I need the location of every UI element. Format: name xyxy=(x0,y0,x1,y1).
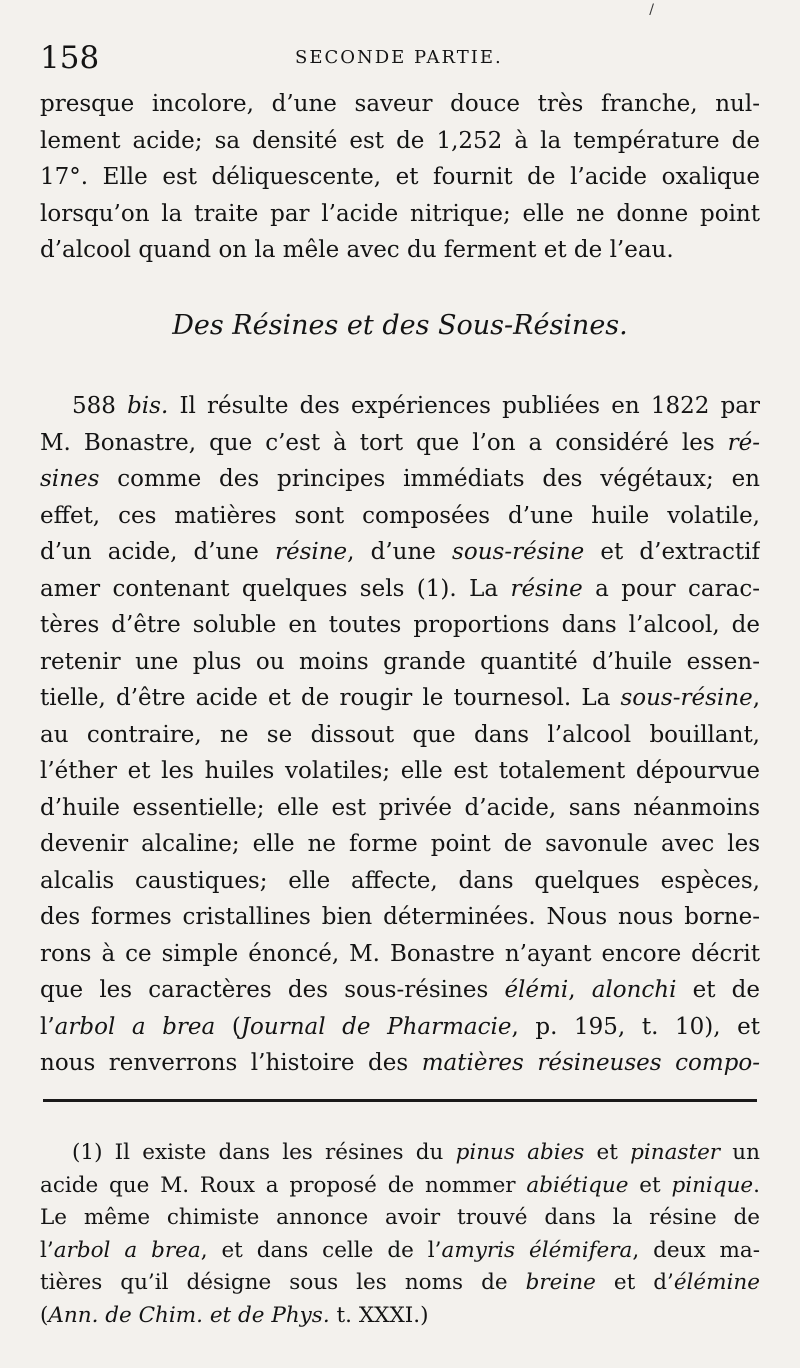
footnote-line xyxy=(40,1300,760,1333)
text-run: que les caractères des sous-résines xyxy=(40,977,505,1003)
text-run: un xyxy=(720,1140,760,1165)
text-line xyxy=(40,1009,760,1046)
italic-text: bis. xyxy=(127,393,169,419)
italic-text: sous-résine xyxy=(452,539,585,565)
text-run: tielle, d’être acide et de rougir le tournesol. La xyxy=(40,685,621,711)
text-run: . xyxy=(753,1172,760,1198)
italic-text: abiétique xyxy=(526,1172,629,1198)
text-line xyxy=(40,498,760,535)
text-run: tières qu’il désigne sous les noms de xyxy=(40,1270,526,1295)
text-run: et xyxy=(584,1140,631,1165)
italic-text: matières résineuses compo- xyxy=(421,1050,760,1076)
italic-text: résine xyxy=(274,539,348,565)
text-line xyxy=(40,159,760,196)
text-line xyxy=(40,717,760,754)
text-line xyxy=(40,936,760,973)
italic-text: Ann. de Chim. et de Phys. xyxy=(48,1302,330,1328)
text-run: d’alcool quand on la mêle avec du ferment et de l’eau. xyxy=(40,237,674,263)
text-line xyxy=(40,196,760,233)
text-run: tères d’être soluble en toutes proportions dans l’alcool, de xyxy=(40,612,760,638)
text-run: M. Bonastre, que c’est à tort que l’on a considéré les xyxy=(40,429,728,456)
text-run: Le même chimiste annonce avoir trouvé dans la résine de xyxy=(40,1205,760,1230)
text-run: , xyxy=(752,685,760,711)
text-line xyxy=(40,753,760,790)
text-run: et d’ xyxy=(595,1270,674,1295)
italic-text: arbol a brea xyxy=(54,1013,216,1040)
italic-text: sous-résine xyxy=(620,685,753,711)
text-line xyxy=(40,461,760,498)
text-run: , d’une xyxy=(347,539,453,565)
text-run: ( xyxy=(40,1302,49,1328)
footnote-rule xyxy=(43,1099,757,1102)
text-run: retenir une plus ou moins grande quantité d’huile essen- xyxy=(40,648,760,675)
top-paragraph xyxy=(40,86,760,269)
italic-text: arbol a brea xyxy=(53,1237,201,1263)
text-run: d’huile essentielle; elle est privée d’acide, sans néanmoins xyxy=(40,794,760,821)
text-run: 17°. Elle est déliquescente, et fournit de l’acide oxalique xyxy=(40,164,760,190)
text-line xyxy=(40,790,760,827)
text-run: presque incolore, d’une saveur douce très franche, nul- xyxy=(40,91,760,117)
text-run: au contraire, ne se dissout que dans l’alcool bouillant, xyxy=(40,721,760,748)
text-line xyxy=(40,1045,760,1082)
text-run: amer contenant quelques sels (1). La xyxy=(40,575,511,602)
text-run: et xyxy=(628,1172,672,1198)
text-line xyxy=(40,680,760,717)
text-run: nous renverrons l’histoire des xyxy=(40,1050,422,1076)
page-number: 158 xyxy=(40,40,100,76)
text-run: , p. 195, t. 10), et xyxy=(511,1013,760,1040)
italic-text: élémine xyxy=(673,1270,760,1295)
italic-text: pinaster xyxy=(630,1140,721,1165)
text-run: a pour carac- xyxy=(582,575,760,602)
text-run: , et dans celle de l’ xyxy=(200,1237,442,1263)
margin-mark: / xyxy=(649,2,654,18)
footnote-line xyxy=(40,1235,760,1268)
text-run: Il résulte des expériences publiées en 1822 par xyxy=(168,393,760,419)
footnote-line xyxy=(40,1202,760,1235)
text-run: devenir alcaline; elle ne forme point de savonule avec les xyxy=(40,831,760,857)
text-line xyxy=(40,86,760,123)
text-line xyxy=(40,425,760,462)
text-line xyxy=(40,388,760,425)
footnote-line xyxy=(40,1170,760,1203)
text-line xyxy=(40,899,760,936)
text-line xyxy=(40,607,760,644)
italic-text: Journal de Pharmacie xyxy=(240,1013,512,1040)
text-run: lement acide; sa densité est de 1,252 à la température de xyxy=(40,127,760,154)
italic-text: pinus abies xyxy=(455,1140,585,1165)
running-head xyxy=(40,40,760,76)
text-line xyxy=(40,826,760,863)
footnote-line xyxy=(40,1267,760,1300)
italic-text: alonchi xyxy=(591,977,677,1003)
text-run: alcalis caustiques; elle affecte, dans quelques espèces, xyxy=(40,867,760,894)
text-run: 588 xyxy=(72,393,128,419)
italic-text: pinique xyxy=(671,1172,754,1198)
text-run: t. XXXI.) xyxy=(329,1302,429,1328)
text-run: acide que M. Roux a proposé de nommer xyxy=(40,1172,527,1198)
text-run: (1) Il existe dans les résines du xyxy=(72,1140,456,1165)
running-title: SECONDE PARTIE. xyxy=(295,47,503,68)
text-line xyxy=(40,534,760,571)
text-line xyxy=(40,644,760,681)
italic-text: breine xyxy=(525,1270,596,1295)
text-run: l’ xyxy=(40,1237,54,1263)
text-run: des formes cristallines bien déterminées. Nous nous borne- xyxy=(40,904,760,930)
text-run: l’éther et les huiles volatiles; elle est totalement dépourvue xyxy=(40,758,760,784)
section-heading: Des Résines et des Sous-Résines. xyxy=(172,310,628,341)
text-run: effet, ces matières sont composées d’une huile volatile, xyxy=(40,502,760,529)
text-run: , xyxy=(568,977,592,1003)
footnote-line xyxy=(40,1137,760,1170)
italic-text: amyris élémifera xyxy=(441,1237,633,1263)
text-run: et d’extractif xyxy=(584,539,760,565)
text-line xyxy=(40,232,760,269)
italic-text: résine xyxy=(510,575,583,602)
italic-text: ré- xyxy=(727,429,760,456)
text-line xyxy=(40,123,760,160)
main-paragraph xyxy=(40,388,760,1082)
text-run: lorsqu’on la traite par l’acide nitrique; elle ne donne point xyxy=(40,200,760,227)
text-run: comme des principes immédiats des végétaux; en xyxy=(99,466,760,492)
italic-text: sines xyxy=(40,466,100,492)
text-run: d’un acide, d’une xyxy=(40,539,275,565)
text-line xyxy=(40,571,760,608)
text-run: rons à ce simple énoncé, M. Bonastre n’ayant encore décrit xyxy=(40,940,760,967)
text-run: et de xyxy=(676,977,760,1003)
text-run: ( xyxy=(215,1013,241,1040)
text-line xyxy=(40,972,760,1009)
text-run: , deux ma- xyxy=(632,1237,760,1263)
footnote xyxy=(40,1137,760,1332)
text-line xyxy=(40,863,760,900)
italic-text: élémi xyxy=(504,977,569,1003)
text-run: l’ xyxy=(40,1013,55,1040)
